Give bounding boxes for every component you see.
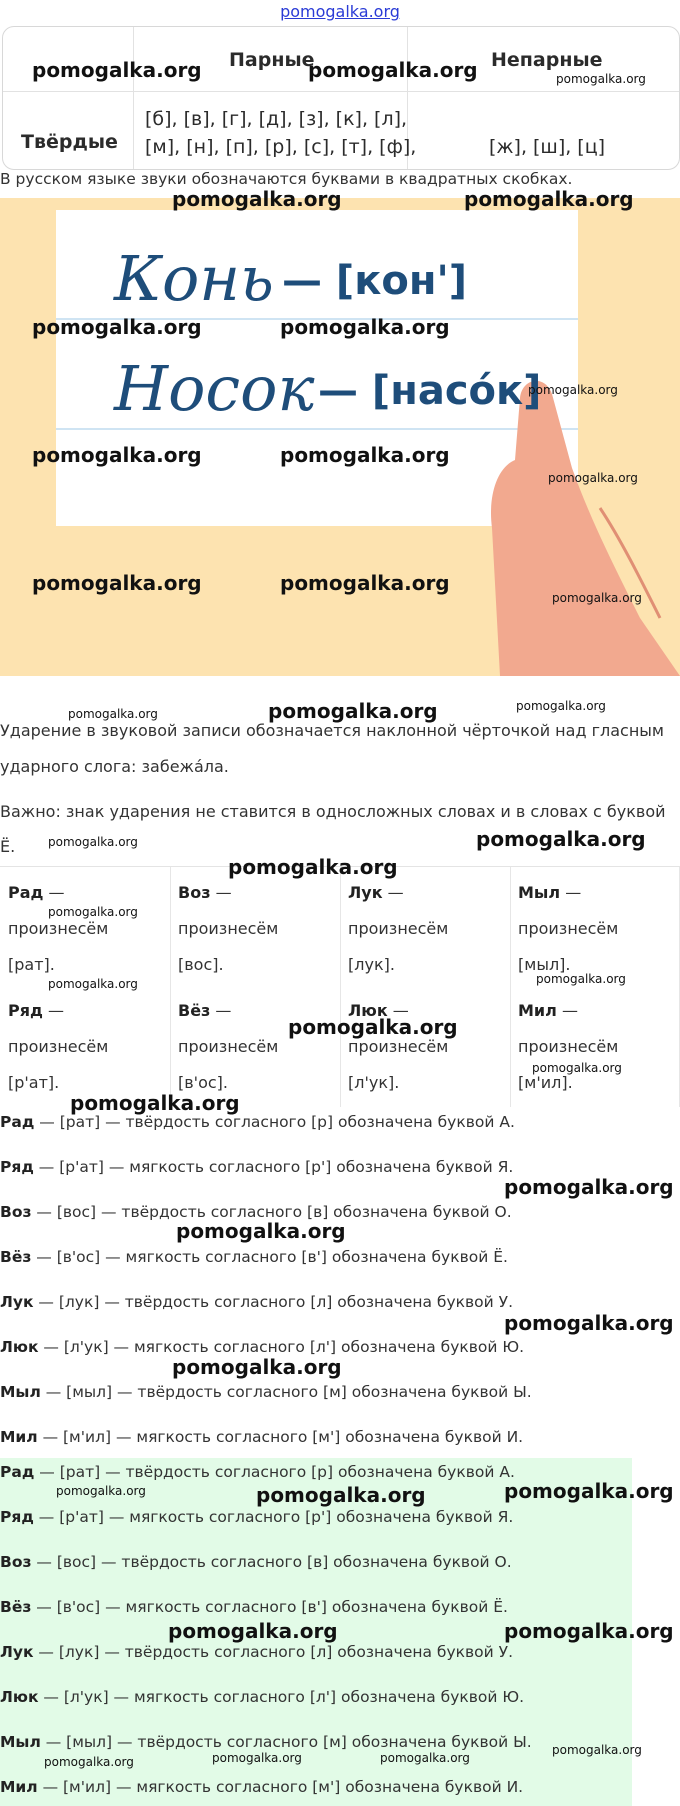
watermark: pomogalka.org bbox=[552, 1743, 642, 1757]
watermark: pomogalka.org bbox=[32, 315, 202, 339]
grid-cell: Мыл — произнесём [мыл]. bbox=[518, 883, 619, 974]
watermark: pomogalka.org bbox=[32, 443, 202, 467]
important-note-line1: Важно: знак ударения не ставится в односложных словах и в словах с буквой bbox=[0, 802, 666, 821]
watermark: pomogalka.org bbox=[280, 443, 450, 467]
table-divider bbox=[3, 91, 679, 92]
explanation-line: Лук — [лук] — твёрдость согласного [л] обозначена буквой У. bbox=[0, 1293, 514, 1311]
col-header-paired: Парные bbox=[229, 49, 315, 71]
intro-text: В русском языке звуки обозначаются буквами в квадратных скобках. bbox=[0, 170, 573, 188]
grid-cell: Ряд — произнесём [р'ат]. bbox=[8, 1001, 109, 1092]
watermark: pomogalka.org bbox=[464, 187, 634, 211]
col-header-unpaired: Непарные bbox=[491, 49, 603, 71]
watermark: pomogalka.org bbox=[532, 1061, 622, 1075]
watermark: pomogalka.org bbox=[556, 72, 646, 86]
watermark: pomogalka.org bbox=[256, 1483, 426, 1507]
watermark: pomogalka.org bbox=[528, 383, 618, 397]
answer-line: Мыл — [мыл] — твёрдость согласного [м] обозначена буквой Ы. bbox=[0, 1733, 532, 1751]
grid-cell: Люк — произнесём [л'ук]. bbox=[348, 1001, 449, 1092]
answer-line: Вёз — [в'ос] — мягкость согласного [в'] обозначена буквой Ё. bbox=[0, 1598, 508, 1616]
watermark: pomogalka.org bbox=[548, 471, 638, 485]
unpaired-hard: [ж], [ш], [ц] bbox=[489, 136, 606, 158]
watermark: pomogalka.org bbox=[48, 905, 138, 919]
grid-cell: Вёз — произнесём [в'ос]. bbox=[178, 1001, 279, 1092]
watermark: pomogalka.org bbox=[536, 972, 626, 986]
watermark: pomogalka.org bbox=[48, 835, 138, 849]
consonant-table bbox=[2, 26, 680, 170]
transcription-2: — [насóк] bbox=[318, 368, 542, 414]
watermark: pomogalka.org bbox=[476, 827, 646, 851]
grid-cell: Мил — произнесём [м'ил]. bbox=[518, 1001, 619, 1092]
watermark: pomogalka.org bbox=[68, 707, 158, 721]
grid-divider bbox=[510, 867, 511, 1107]
transcription-1: — [кон'] bbox=[282, 258, 467, 304]
watermark: pomogalka.org bbox=[32, 58, 202, 82]
explanation-line: Люк — [л'ук] — мягкость согласного [л'] обозначена буквой Ю. bbox=[0, 1338, 525, 1356]
handwritten-word-1: Конь bbox=[114, 242, 274, 315]
watermark: pomogalka.org bbox=[504, 1619, 674, 1643]
site-link[interactable]: pomogalka.org bbox=[280, 2, 400, 21]
table-divider bbox=[133, 27, 134, 169]
watermark: pomogalka.org bbox=[48, 977, 138, 991]
important-note-line2: Ё. bbox=[0, 837, 16, 856]
answer-line: Мил — [м'ил] — мягкость согласного [м'] обозначена буквой И. bbox=[0, 1778, 524, 1796]
answer-line: Люк — [л'ук] — мягкость согласного [л'] обозначена буквой Ю. bbox=[0, 1688, 525, 1706]
stress-rule-line1: Ударение в звуковой записи обозначается наклонной чёрточкой над гласным bbox=[0, 721, 664, 740]
paired-hard-line2: [м], [н], [п], [р], [с], [т], [ф], bbox=[145, 136, 417, 158]
watermark: pomogalka.org bbox=[280, 571, 450, 595]
watermark: pomogalka.org bbox=[380, 1751, 470, 1765]
answer-line: Лук — [лук] — твёрдость согласного [л] обозначена буквой У. bbox=[0, 1643, 514, 1661]
answer-line: Воз — [вос] — твёрдость согласного [в] обозначена буквой О. bbox=[0, 1553, 512, 1571]
handwritten-word-2: Носок bbox=[114, 352, 315, 425]
explanation-line: Воз — [вос] — твёрдость согласного [в] обозначена буквой О. bbox=[0, 1203, 512, 1221]
grid-cell: Лук — произнесём [лук]. bbox=[348, 883, 449, 974]
answer-line: Рад — [рат] — твёрдость согласного [р] обозначена буквой А. bbox=[0, 1463, 515, 1481]
watermark: pomogalka.org bbox=[32, 571, 202, 595]
explanation-line: Рад — [рат] — твёрдость согласного [р] обозначена буквой А. bbox=[0, 1113, 515, 1131]
watermark: pomogalka.org bbox=[280, 315, 450, 339]
explanation-line: Ряд — [р'ат] — мягкость согласного [р'] обозначена буквой Я. bbox=[0, 1158, 514, 1176]
answer-line: Ряд — [р'ат] — мягкость согласного [р'] обозначена буквой Я. bbox=[0, 1508, 514, 1526]
watermark: pomogalka.org bbox=[168, 1619, 338, 1643]
grid-cell: Рад — произнесём [рат]. bbox=[8, 883, 109, 974]
watermark: pomogalka.org bbox=[44, 1755, 134, 1769]
grid-cell: Воз — произнесём [вос]. bbox=[178, 883, 279, 974]
watermark: pomogalka.org bbox=[70, 1091, 240, 1115]
watermark: pomogalka.org bbox=[56, 1484, 146, 1498]
watermark: pomogalka.org bbox=[176, 1219, 346, 1243]
row-label-hard: Твёрдые bbox=[21, 131, 118, 153]
watermark: pomogalka.org bbox=[552, 591, 642, 605]
watermark: pomogalka.org bbox=[516, 699, 606, 713]
stress-rule-line2: ударного слога: забежáла. bbox=[0, 757, 229, 776]
paired-hard-line1: [б], [в], [г], [д], [з], [к], [л], bbox=[145, 108, 408, 130]
explanation-line: Мыл — [мыл] — твёрдость согласного [м] обозначена буквой Ы. bbox=[0, 1383, 532, 1401]
watermark: pomogalka.org bbox=[504, 1479, 674, 1503]
watermark: pomogalka.org bbox=[504, 1311, 674, 1335]
watermark: pomogalka.org bbox=[288, 1015, 458, 1039]
watermark: pomogalka.org bbox=[172, 187, 342, 211]
watermark: pomogalka.org bbox=[212, 1751, 302, 1765]
explanation-line: Мил — [м'ил] — мягкость согласного [м'] обозначена буквой И. bbox=[0, 1428, 524, 1446]
watermark: pomogalka.org bbox=[172, 1355, 342, 1379]
grid-divider bbox=[340, 867, 341, 1107]
watermark: pomogalka.org bbox=[308, 58, 478, 82]
explanation-line: Вёз — [в'ос] — мягкость согласного [в'] обозначена буквой Ё. bbox=[0, 1248, 508, 1266]
grid-divider bbox=[170, 867, 171, 1107]
watermark: pomogalka.org bbox=[504, 1175, 674, 1199]
watermark: pomogalka.org bbox=[268, 699, 438, 723]
watermark: pomogalka.org bbox=[228, 855, 398, 879]
